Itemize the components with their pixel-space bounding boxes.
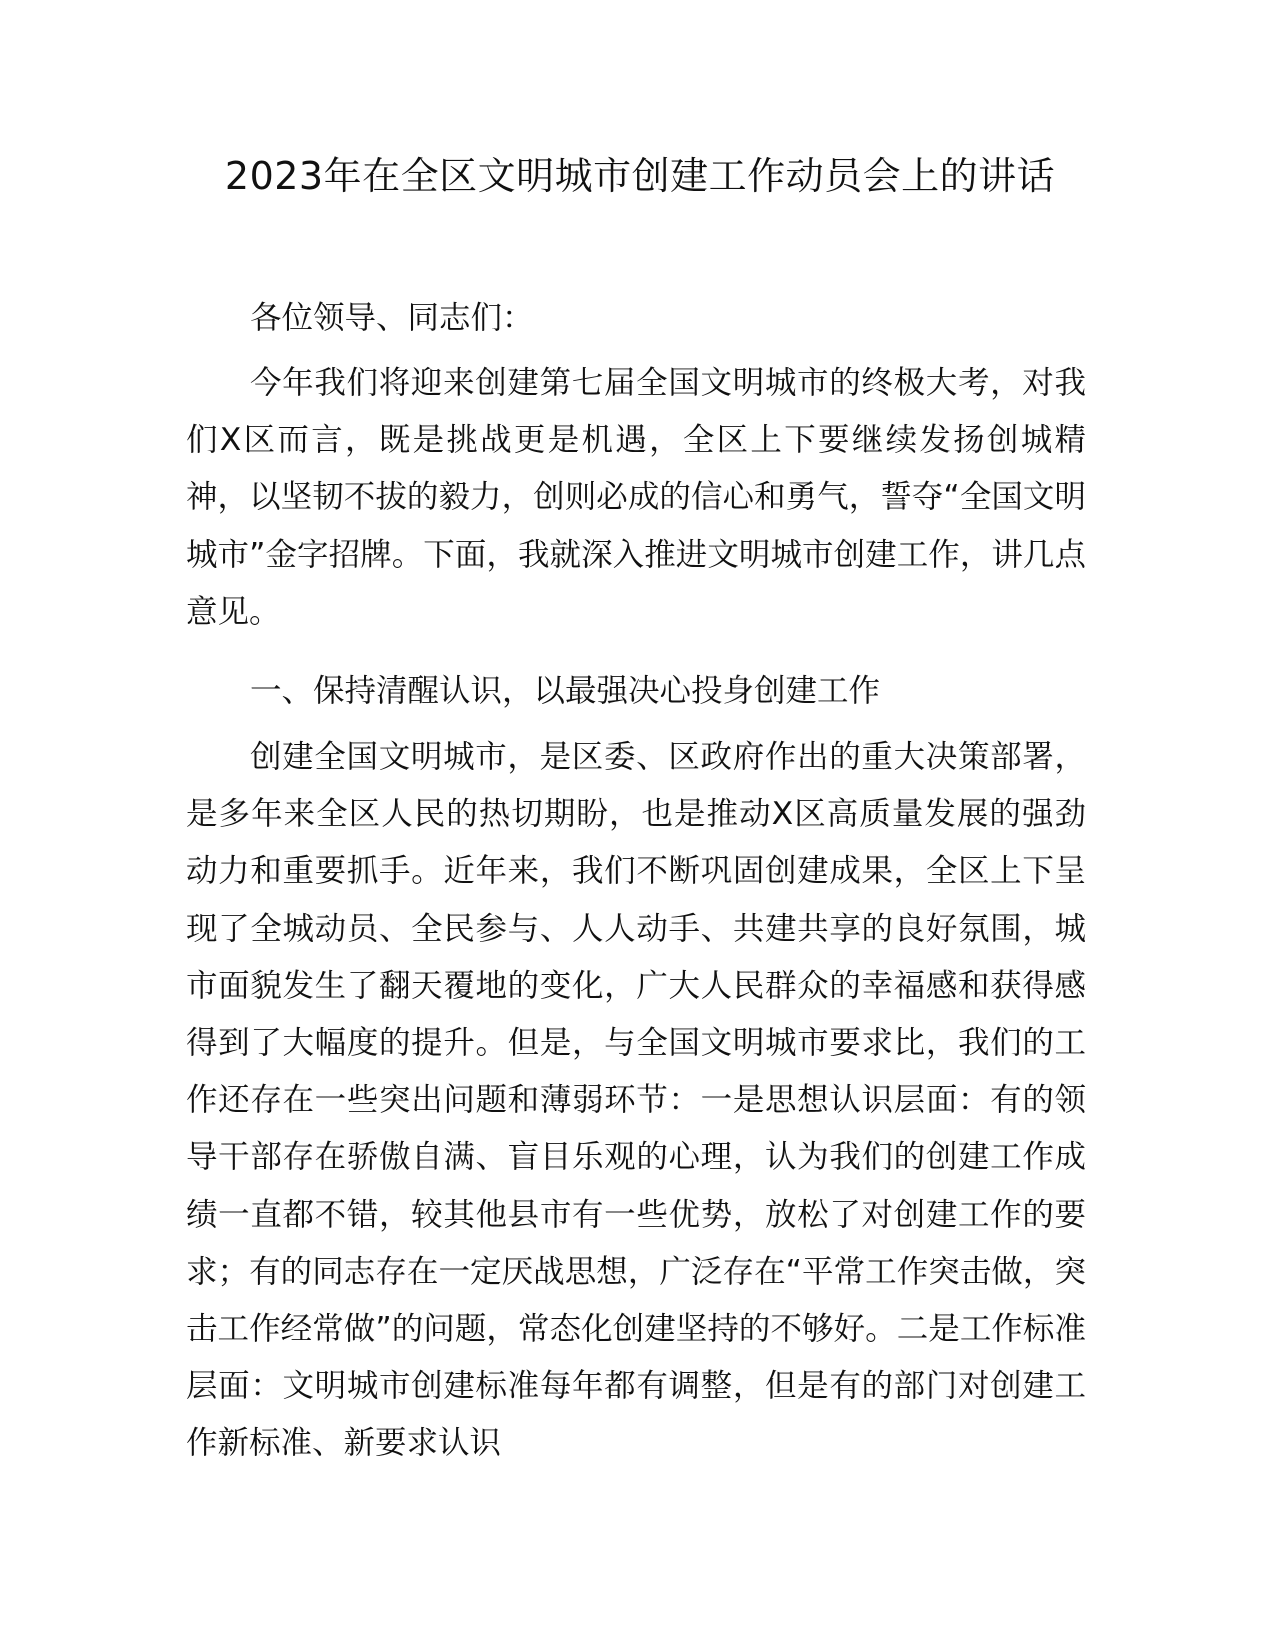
paragraph-intro: 今年我们将迎来创建第七届全国文明城市的终极大考，对我们X区而言，既是挑战更是机遇，全区上下要继续发扬创城精神，以坚韧不拔的毅力，创则必成的信心和勇气，誓夺“全国文明城市”金字招牌。下面，我就深入推进文明城市创建工作，讲几点意见。: [186, 365, 1086, 630]
greeting: 各位领导、同志们：: [250, 300, 534, 336]
paragraph-section-1: 创建全国文明城市，是区委、区政府作出的重大决策部署，是多年来全区人民的热切期盼，也是推动X区高质量发展的强劲动力和重要抓手。近年来，我们不断巩固创建成果，全区上下呈现了全城动员、全民参与、人人动手、共建共享的良好氛围，城市面貌发生了翻天覆地的变化，广大人民群众的幸福感和获得感得到了大幅度的提升。但是，与全国文明城市要求比，我们的工作还存在一些突出问题和薄弱环节：一是思想认识层面：有的领导干部存在骄傲自满、盲目乐观的心理，认为我们的创建工作成绩一直都不错，较其他县市有一些优势，放松了对创建工作的要求；有的同志存在一定厌战思想，广泛存在“平常工作突击做，突击工作经常做”的问题，常态化创建坚持的不够好。二是工作标准层面：文明城市创建标准每年都有调整，但是有的部门对创建工作新标准、新要求认识: [186, 739, 1086, 1462]
document-title: 2023年在全区文明城市创建工作动员会上的讲话: [224, 154, 1056, 198]
section-heading-1: 一、保持清醒认识，以最强决心投身创建工作: [250, 673, 881, 709]
